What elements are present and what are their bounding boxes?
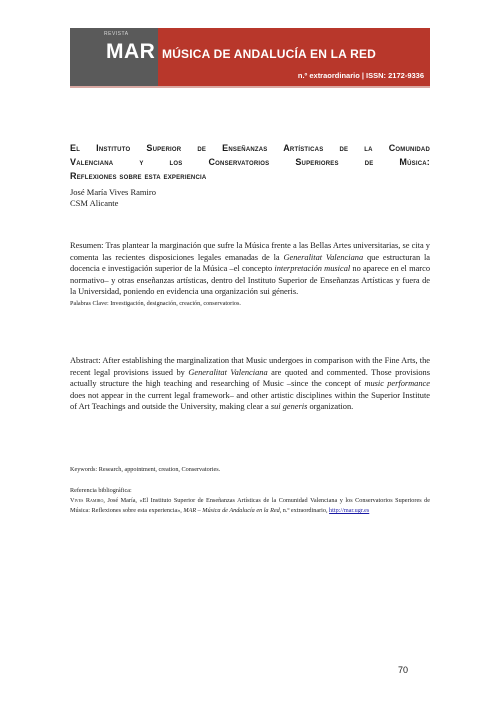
abstract-text-2: are quoted and commented. Those provisions actually structure the high teaching and researching of Music –since the concept of bbox=[70, 367, 430, 388]
page-number: 70 bbox=[398, 665, 409, 675]
reference-text-1: , José María, «El Instituto Superior de Enseñanzas Artísticas de la Comunidad Valenciana y los Conservatorios Superiores de Música: Reflexiones sobre esta experiencia», bbox=[70, 497, 430, 514]
banner-title-block bbox=[158, 28, 430, 86]
abstract-emphasis-1: Generalitat Valenciana bbox=[188, 367, 268, 377]
bibliographic-reference bbox=[70, 486, 430, 516]
keywords: Keywords: Research, appointment, creation, Conservatories. bbox=[70, 466, 221, 473]
abstract-text-3: does not appear in the current legal framework– and other artistic disciplines within the Superior Institute of Art Teachings and outside the University, making clear a bbox=[70, 390, 430, 411]
abstract-emphasis-2: music performance bbox=[364, 379, 430, 388]
resumen-text-2: que estructuran la docencia e investigación superior de la Música –el concepto bbox=[70, 252, 431, 273]
banner-divider bbox=[70, 86, 430, 88]
reference-author: Vives Ramiro bbox=[70, 497, 104, 504]
author-name: José María Vives Ramiro bbox=[70, 187, 156, 197]
abstract-paragraph bbox=[70, 355, 430, 413]
palabras-clave: Palabras Clave: Investigación, designación, creación, conservatorios. bbox=[70, 300, 241, 307]
abstract-text-4: organization. bbox=[307, 402, 354, 411]
abstract-text-1: Abstract: After establishing the marginalization that Music undergoes in comparison with the Fine Arts, the recent legal provisions issued by bbox=[70, 356, 430, 377]
reference-journal: MAR – Música de Andalucía en la Red bbox=[183, 507, 280, 514]
resumen-paragraph bbox=[70, 240, 430, 298]
article-title-line-3: Reflexiones sobre esta experiencia bbox=[70, 171, 207, 181]
reference-label: Referencia bibliográfica: bbox=[70, 487, 132, 494]
reference-link[interactable]: http://mar.ugr.es bbox=[329, 507, 370, 514]
resumen-text-3: no aparece en el marco normativo– y otras enseñanzas artísticas, dentro del Instituto Superior de Enseñanzas Artísticas y fuera de la Universidad, poniendo en evidencia una organización sui géneris. bbox=[70, 264, 431, 296]
banner-mar-logo: MAR bbox=[106, 40, 156, 63]
banner-issn: n.º extraordinario | ISSN: 2172-9336 bbox=[297, 71, 424, 80]
resumen-emphasis-2: interpretación musical bbox=[274, 264, 351, 273]
banner-logo-block bbox=[70, 28, 158, 86]
reference-text-2: , n.º extraordinario, bbox=[279, 507, 330, 514]
banner-title: MÚSICA DE ANDALUCÍA EN LA RED bbox=[162, 47, 377, 61]
article-title-line-1: El Instituto Superior de Enseñanzas Artísticas de la Comunidad bbox=[70, 143, 430, 153]
abstract-emphasis-3: sui generis bbox=[270, 402, 308, 411]
journal-banner bbox=[70, 28, 430, 86]
banner-revista-label: REVISTA bbox=[104, 31, 129, 37]
resumen-text-1: Resumen: Tras plantear la marginación que sufre la Música frente a las Bellas Artes universitarias, se cita y comenta las recientes disposiciones legales emanadas de la bbox=[70, 241, 430, 262]
resumen-emphasis-1: Generalitat Valenciana bbox=[283, 252, 364, 262]
author-block bbox=[70, 187, 156, 209]
article-title bbox=[70, 141, 430, 183]
article-title-line-2: Valenciana y los Conservatorios Superiores de Música: bbox=[70, 157, 430, 167]
author-affiliation: CSM Alicante bbox=[70, 198, 119, 208]
